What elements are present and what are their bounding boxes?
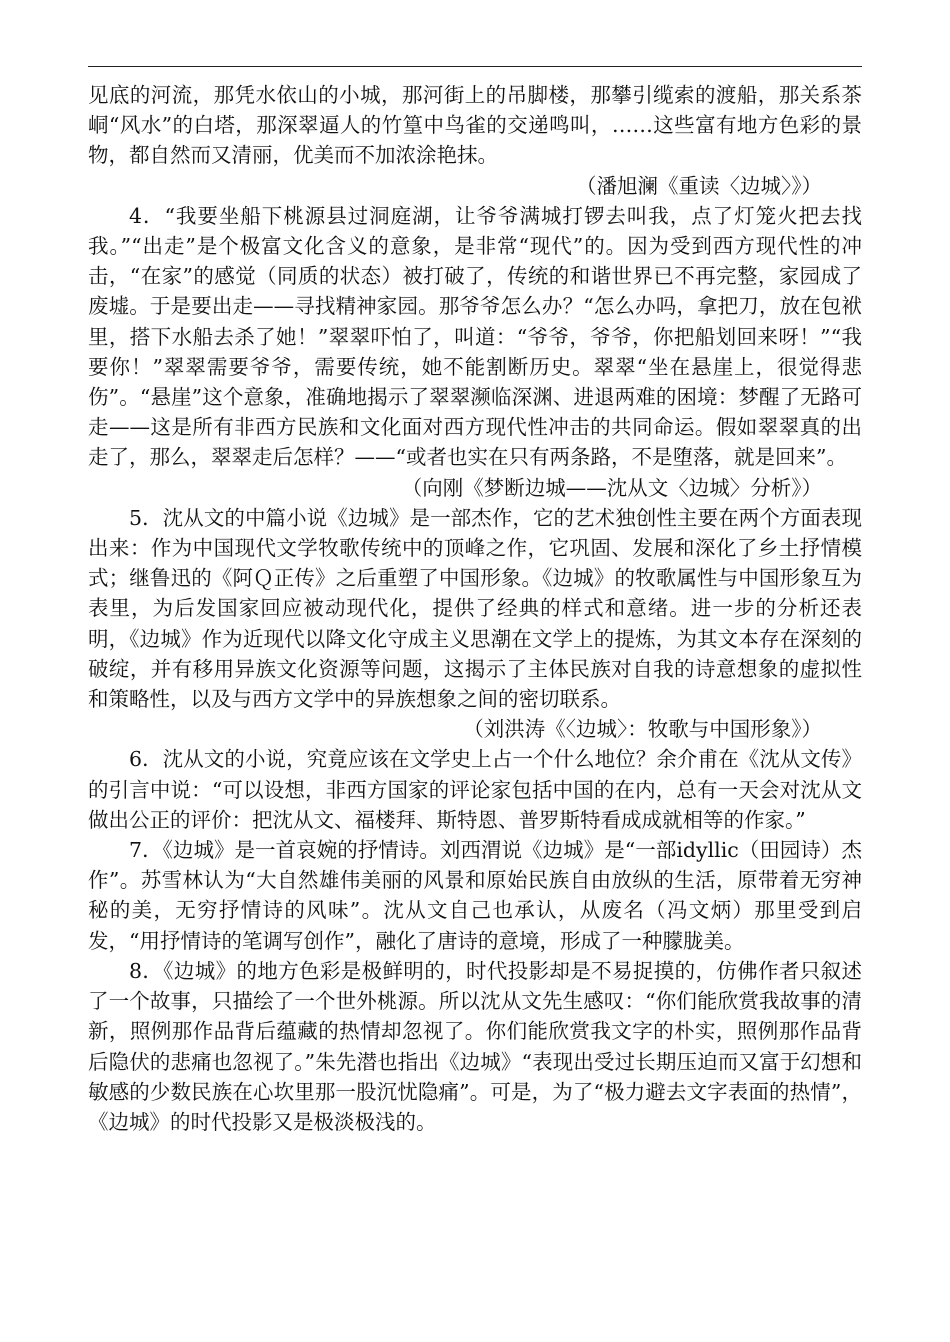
citation-5: （刘洪涛《〈边城〉：牧歌与中国形象》） — [463, 717, 822, 742]
paragraph-3-continued: 见底的河流，那凭水依山的小城，那河街上的吊脚楼，那攀引缆索的渡船，那关系茶峒“风水”的白塔，那深翠逼人的竹篁中鸟雀的交递鸣叫，……这些富有地方色彩的景物，都自然而又清丽，优美而不加浓涂艳抹。 — [88, 83, 862, 168]
citation-3: （潘旭澜《重读〈边城〉》） — [576, 173, 822, 198]
citation-4: （向刚《梦断边城——沈从文〈边城〉分析》） — [401, 475, 822, 500]
paragraph-4: 4．“我要坐船下桃源县过洞庭湖，让爷爷满城打锣去叫我，点了灯笼火把去找我。”“出走”是个极富文化含义的意象，是非常“现代”的。因为受到西方现代性的冲击，“在家”的感觉（同质的状态）被打破了，传统的和谐世界已不再完整，家园成了废墟。于是要出走——寻找精神家园。那爷爷怎么办？“怎么办吗，拿把刀，放在包袱里，搭下水船去杀了她！”翠翠吓怕了，叫道：“爷爷，爷爷，你把船划回来呀！”“我要你！”翠翠需要爷爷，需要传统，她不能割断历史。翠翠“坐在悬崖上，很觉得悲伤”。“悬崖”这个意象，准确地揭示了翠翠濒临深渊、进退两难的困境：梦醒了无路可走——这是所有非西方民族和文化面对西方现代性冲击的共同命运。假如翠翠真的出走了，那么，翠翠走后怎样？——“或者也实在只有两条路，不是堕落，就是回来”。 — [88, 203, 862, 470]
header-rule — [88, 66, 862, 67]
paragraph-6: 6．沈从文的小说，究竟应该在文学史上占一个什么地位？余介甫在《沈从文传》的引言中说：“可以设想，非西方国家的评论家包括中国的在内，总有一天会对沈从文做出公正的评价：把沈从文、福楼拜、斯特恩、普罗斯特看成成就相等的作家。” — [88, 747, 862, 832]
paragraph-8: 8．《边城》的地方色彩是极鲜明的，时代投影却是不易捉摸的，仿佛作者只叙述了一个故事，只描绘了一个世外桃源。所以沈从文先生感叹：“你们能欣赏我故事的清新，照例那作品背后蕴藏的热情却忽视了。你们能欣赏我文字的朴实，照例那作品背后隐伏的悲痛也忽视了。”朱先潜也指出《边城》“表现出受过长期压迫而又富于幻想和敏感的少数民族在心坎里那一股沉忧隐痛”。可是，为了“极力避去文字表面的热情”，《边城》的时代投影又是极淡极浅的。 — [88, 958, 862, 1134]
paragraph-5: 5．沈从文的中篇小说《边城》是一部杰作，它的艺术独创性主要在两个方面表现出来：作为中国现代文学牧歌传统中的顶峰之作，它巩固、发展和深化了乡土抒情模式；继鲁迅的《阿Ｑ正传》之后重塑了中国形象。《边城》的牧歌属性与中国形象互为表里，为后发国家回应被动现代化，提供了经典的样式和意绪。进一步的分析还表明，《边城》作为近现代以降文化守成主义思潮在文学上的提炼，为其文本存在深刻的破绽，并有移用异族文化资源等问题，这揭示了主体民族对自我的诗意想象的虚拟性和策略性，以及与西方文学中的异族想象之间的密切联系。 — [88, 505, 862, 712]
document-body — [88, 80, 862, 1137]
paragraph-7: 7．《边城》是一首哀婉的抒情诗。刘西渭说《边城》是“一部idyllic（田园诗）杰作”。苏雪林认为“大自然雄伟美丽的风景和原始民族自由放纵的生活，原带着无穷神秘的美，无穷抒情诗的风味”。沈从文自己也承认，从废名（冯文炳）那里受到启发，“用抒情诗的笔调写创作”，融化了唐诗的意境，形成了一种朦胧美。 — [88, 838, 862, 953]
